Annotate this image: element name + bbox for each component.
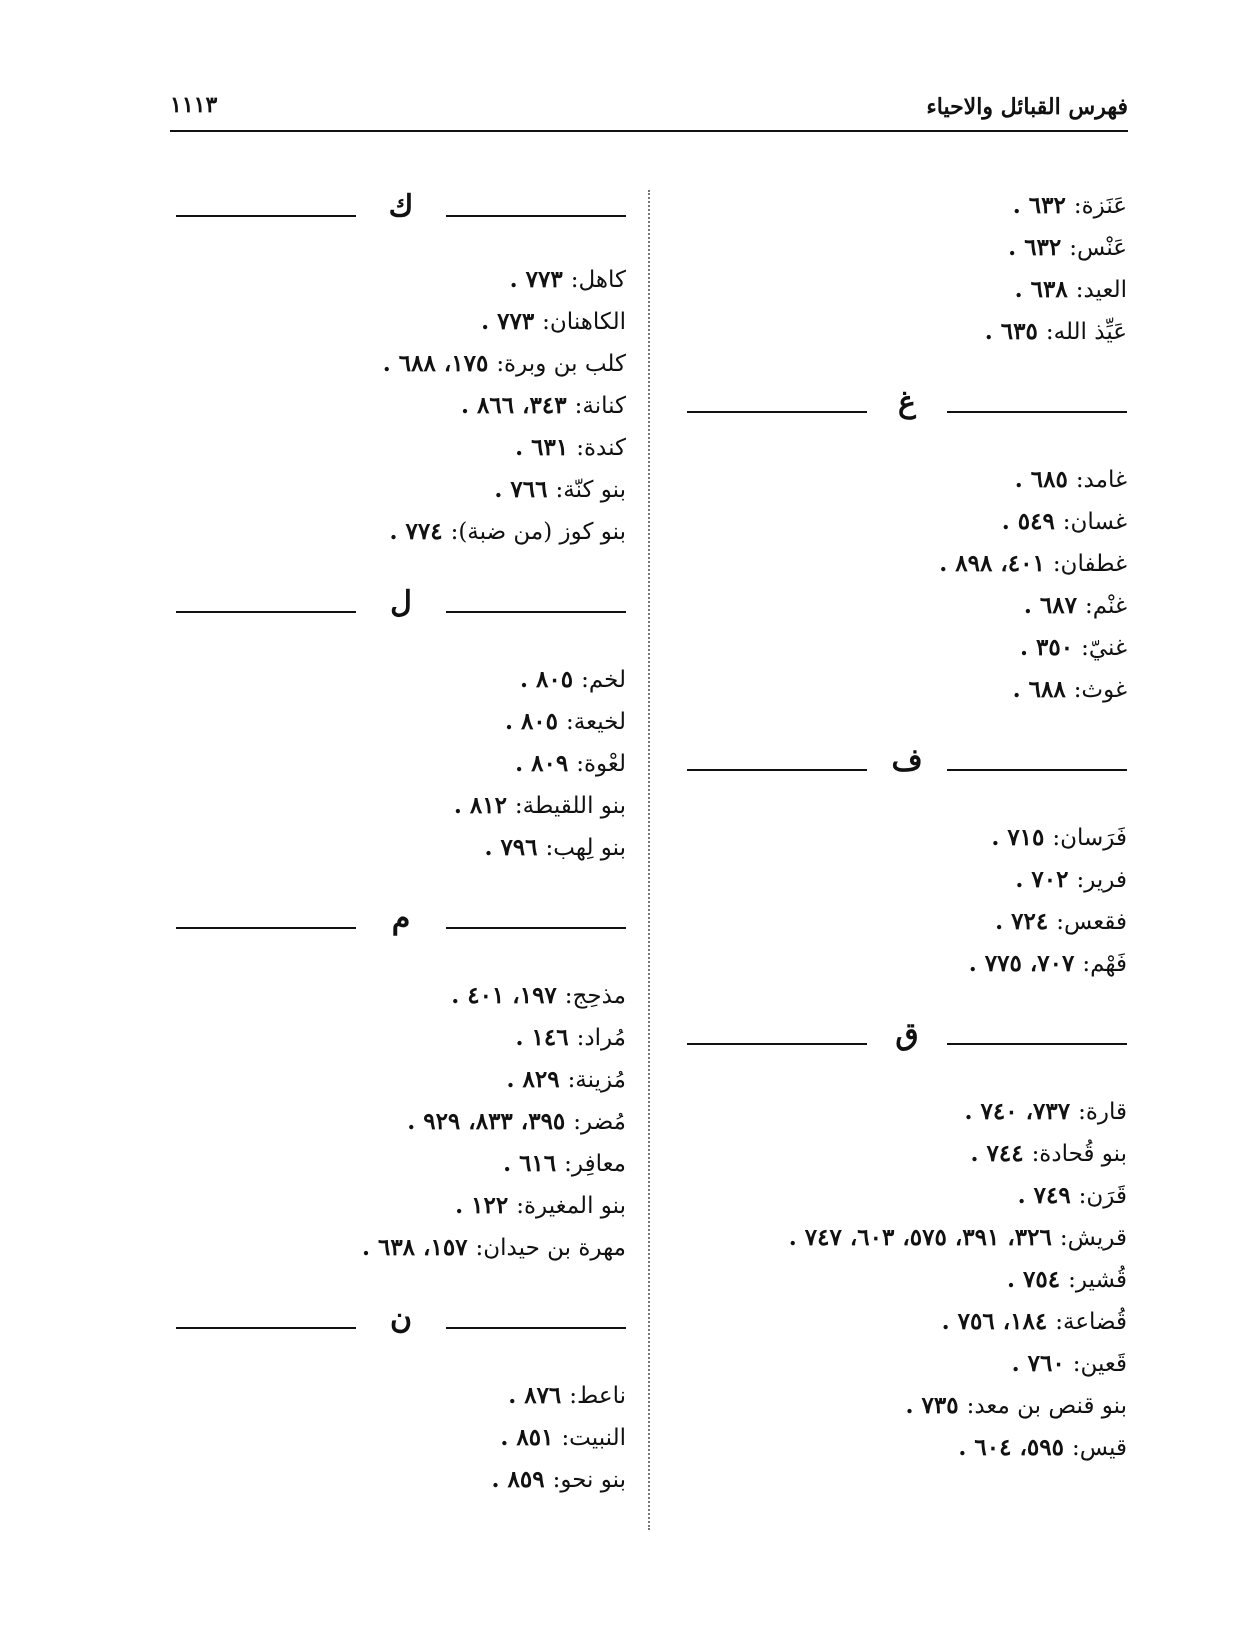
entry-name: غامد: <box>1075 467 1127 493</box>
entry-page-refs: ١٧٥، ٦٨٨ . <box>382 350 489 377</box>
section-heading <box>687 381 1127 441</box>
entry-page-refs: ٨٧٦ . <box>508 1382 562 1409</box>
entry-page-refs: ٧٩٦ . <box>484 834 538 861</box>
entry-page-refs: ١٢٢ . <box>455 1192 509 1219</box>
entry-name: بنو كوز (من ضبة): <box>450 519 626 545</box>
index-entry <box>687 1301 1127 1343</box>
entry-page-refs: ٤٠١، ٨٩٨ . <box>939 550 1045 577</box>
index-entry <box>687 585 1127 627</box>
entry-name: الكاهنان: <box>542 309 626 335</box>
entry-page-refs: ٧١٥ . <box>991 824 1045 851</box>
entry-page-refs: ٦٨٥ . <box>1014 466 1068 493</box>
index-entry <box>176 827 626 869</box>
entry-page-refs: ٦٣٢ . <box>1008 234 1062 261</box>
index-entry <box>687 311 1127 353</box>
index-entry <box>687 269 1127 311</box>
entry-name: غنْم: <box>1084 593 1127 619</box>
index-entry <box>176 259 626 301</box>
index-entry <box>176 1417 626 1459</box>
entry-name: معافِر: <box>564 1151 626 1177</box>
entry-name: عَنَزة: <box>1073 193 1127 219</box>
entry-page-refs: ٥٩٥، ٦٠٤ . <box>958 1434 1064 1461</box>
section-heading <box>176 581 626 641</box>
section-letter: ف <box>891 743 923 778</box>
entry-page-refs: ٨٠٩ . <box>515 750 569 777</box>
entry-page-refs: ٨٥١ . <box>500 1424 554 1451</box>
index-entry <box>687 185 1127 227</box>
entry-page-refs: ٧٧٤ . <box>389 518 443 545</box>
section-letter: ل <box>390 585 412 620</box>
section-letter: م <box>391 901 411 936</box>
entry-name: مُراد: <box>576 1025 626 1051</box>
page-number: ١١١٣ <box>170 92 218 118</box>
entry-name: غسان: <box>1062 509 1127 535</box>
entry-page-refs: ٧٦٠ . <box>1011 1350 1065 1377</box>
entry-page-refs: ٦١٦ . <box>503 1150 557 1177</box>
letter-section <box>176 185 626 553</box>
index-entry <box>687 669 1127 711</box>
entry-name: قيس: <box>1071 1435 1127 1461</box>
index-entry <box>176 1459 626 1501</box>
section-letter: ن <box>389 1301 413 1336</box>
section-heading <box>176 1297 626 1357</box>
entry-page-refs: ٦٣٢ . <box>1012 192 1066 219</box>
entry-name: بنو قُحادة: <box>1031 1141 1127 1167</box>
index-entry <box>687 1343 1127 1385</box>
index-entry <box>176 1101 626 1143</box>
index-entry <box>176 343 626 385</box>
section-heading <box>687 739 1127 799</box>
entry-page-refs: ٧٠٢ . <box>1015 866 1069 893</box>
entry-page-refs: ٧٤٩ . <box>1017 1182 1071 1209</box>
entry-name: كاهل: <box>570 267 626 293</box>
index-entry <box>176 785 626 827</box>
letter-section <box>687 1013 1127 1469</box>
entry-name: عَيِّذ الله: <box>1045 319 1127 345</box>
section-letter: ق <box>895 1017 919 1052</box>
section-letter: غ <box>898 385 916 420</box>
entry-page-refs: ٣٥٠ . <box>1020 634 1074 661</box>
index-entry <box>176 385 626 427</box>
entry-page-refs: ٧٦٦ . <box>494 476 548 503</box>
left-column <box>176 185 626 1501</box>
entry-page-refs: ١٥٧، ٦٣٨ . <box>361 1234 468 1261</box>
entry-page-refs: ١٤٦ . <box>515 1024 569 1051</box>
entry-name: مُضر: <box>573 1109 626 1135</box>
section-letter: ك <box>388 189 414 224</box>
index-entry <box>176 1375 626 1417</box>
letter-section <box>176 581 626 869</box>
entry-name: بنو اللقيطة: <box>514 793 626 819</box>
index-entry <box>687 459 1127 501</box>
entry-name: مذحِج: <box>564 983 626 1009</box>
letter-section <box>176 897 626 1269</box>
section-heading <box>176 897 626 957</box>
entry-page-refs: ٦٣٨ . <box>1014 276 1068 303</box>
entry-name: قَرَن: <box>1078 1183 1127 1209</box>
index-entry <box>176 1185 626 1227</box>
entry-name: مهرة بن حيدان: <box>475 1235 626 1261</box>
entry-page-refs: ٧٢٤ . <box>995 908 1049 935</box>
index-entry <box>176 1143 626 1185</box>
index-entry <box>687 943 1127 985</box>
index-entry <box>176 301 626 343</box>
entry-name: قُشير: <box>1068 1267 1127 1293</box>
entry-name: غطفان: <box>1052 551 1127 577</box>
index-entry <box>687 627 1127 669</box>
right-column <box>687 185 1127 1469</box>
index-entry <box>176 511 626 553</box>
index-entry <box>687 859 1127 901</box>
index-entry <box>176 1059 626 1101</box>
entry-page-refs: ٦٨٧ . <box>1023 592 1077 619</box>
index-entry <box>176 1227 626 1269</box>
entry-name: لعْوة: <box>576 751 626 777</box>
letter-section <box>176 1297 626 1501</box>
index-entry <box>687 1259 1127 1301</box>
entry-name: لخيعة: <box>566 709 626 735</box>
index-entry <box>176 659 626 701</box>
index-entry <box>687 817 1127 859</box>
index-entry <box>176 427 626 469</box>
entry-name: بنو كنّة: <box>555 477 626 503</box>
index-entry <box>176 743 626 785</box>
entry-page-refs: ٣٤٣، ٨٦٦ . <box>461 392 567 419</box>
index-entry <box>687 1427 1127 1469</box>
entry-page-refs: ٦٣١ . <box>515 434 569 461</box>
section-heading <box>687 1013 1127 1073</box>
entry-name: فَهْم: <box>1082 951 1127 977</box>
index-entry <box>687 901 1127 943</box>
entry-name: كندة: <box>576 435 626 461</box>
entry-page-refs: ٨٠٥ . <box>520 666 574 693</box>
entry-page-refs: ٨١٢ . <box>453 792 507 819</box>
index-entry <box>176 469 626 511</box>
entry-page-refs: ٨٠٥ . <box>504 708 559 735</box>
entry-name: عَنْس: <box>1069 235 1127 261</box>
running-title: فهرس القبائل والاحياء <box>926 94 1128 120</box>
entry-name: فَرَسان: <box>1052 825 1127 851</box>
entry-page-refs: ٧٠٧، ٧٧٥ . <box>968 950 1075 977</box>
index-entry <box>176 1017 626 1059</box>
section-heading <box>176 185 626 245</box>
entry-page-refs: ٦٨٨ . <box>1012 676 1066 703</box>
entry-page-refs: ٥٤٩ . <box>1001 508 1055 535</box>
entry-name: بنو نحو: <box>552 1467 626 1493</box>
entry-name: ناعط: <box>569 1383 626 1409</box>
entry-page-refs: ٧٣٧، ٧٤٠ . <box>964 1098 1071 1125</box>
entry-name: فرير: <box>1076 867 1127 893</box>
letter-section <box>687 381 1127 711</box>
entry-name: غوث: <box>1073 677 1127 703</box>
entry-page-refs: ٨٢٩ . <box>506 1066 560 1093</box>
index-entry <box>687 543 1127 585</box>
entry-name: قَعين: <box>1072 1351 1127 1377</box>
entry-name: كلب بن وبرة: <box>496 351 626 377</box>
index-entry <box>687 1175 1127 1217</box>
index-entry <box>687 227 1127 269</box>
entry-name: قُضاعة: <box>1055 1309 1127 1335</box>
entry-name: لخم: <box>581 667 626 693</box>
entry-page-refs: ٧٧٣ . <box>509 266 563 293</box>
entry-page-refs: ٦٣٥ . <box>984 318 1038 345</box>
index-entry <box>687 1385 1127 1427</box>
entry-name: كنانة: <box>574 393 626 419</box>
entry-page-refs: ١٨٤، ٧٥٦ . <box>941 1308 1048 1335</box>
column-divider <box>648 190 650 1530</box>
index-entry <box>176 975 626 1017</box>
entry-name: قارة: <box>1078 1099 1127 1125</box>
entry-name: فقعس: <box>1056 909 1127 935</box>
entry-name: مُزينة: <box>567 1067 626 1093</box>
entry-name: العيد: <box>1075 277 1127 303</box>
entry-page-refs: ٧٧٣ . <box>481 308 535 335</box>
index-entry <box>687 1217 1127 1259</box>
entry-name: بنو قنص بن معد: <box>966 1393 1127 1419</box>
page-header <box>170 90 1128 132</box>
entry-page-refs: ٧٥٤ . <box>1007 1266 1061 1293</box>
letter-section <box>687 739 1127 985</box>
entry-name: بنو المغيرة: <box>516 1193 626 1219</box>
entry-page-refs: ٧٤٤ . <box>970 1140 1024 1167</box>
entry-page-refs: ٣٩٥، ٨٣٣، ٩٢٩ . <box>407 1108 566 1135</box>
index-entry <box>176 701 626 743</box>
entry-page-refs: ٨٥٩ . <box>491 1466 545 1493</box>
entry-page-refs: ٣٢٦، ٣٩١، ٥٧٥، ٦٠٣، ٧٤٧ . <box>788 1224 1052 1251</box>
index-entry <box>687 1133 1127 1175</box>
index-entry <box>687 1091 1127 1133</box>
entry-name: قريش: <box>1059 1225 1127 1251</box>
entry-page-refs: ٧٣٥ . <box>905 1392 959 1419</box>
index-entry <box>687 501 1127 543</box>
entry-name: النبيت: <box>561 1425 626 1451</box>
entry-page-refs: ١٩٧، ٤٠١ . <box>451 982 557 1009</box>
entry-name: بنو لِهب: <box>545 835 626 861</box>
entry-name: غنيّ: <box>1081 635 1127 661</box>
